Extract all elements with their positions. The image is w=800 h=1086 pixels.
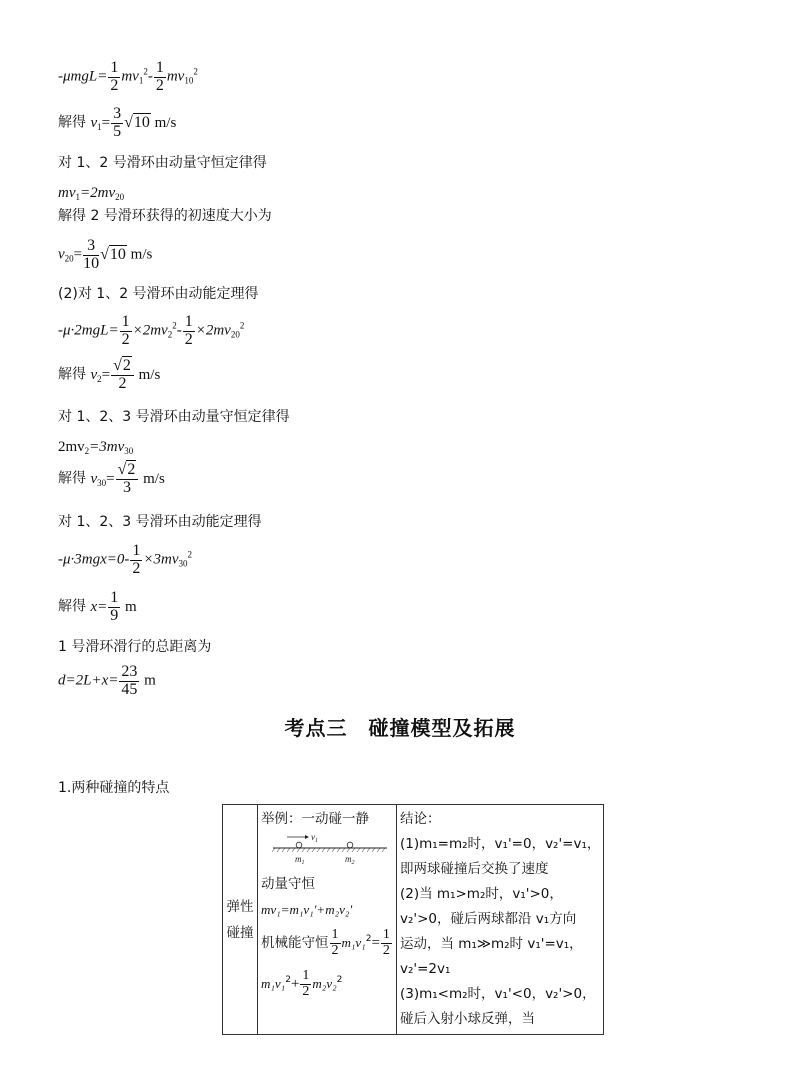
conclusion-line: 即两球碰撞后交换了速度 [400,861,549,877]
text-part2-energy: (2)对 1、2 号滑环由动能定理得 [58,286,259,302]
row-label: 弹性 碰撞 [223,805,258,1035]
conclusion-cell [397,805,604,1035]
ball-m1 [296,842,302,848]
conclusion-line: v₂'>0，碰后两球都沿 v₁方向 [400,911,577,927]
equation-momentum-123: $2mv_2=3mv_{30}$ [58,439,134,456]
conclusion-line: (3)m₁<m₂时，v₁'<0，v₂'>0， [400,986,596,1002]
solution-v20: $v_{20}=$ $\frac{3}{10}$ √10 m/s [58,237,153,272]
solution-x: 解得 x= $\frac{1}{9}$ m [58,589,137,624]
solution-v2: 解得 $v_2=$ $\frac{√2}{2}$ m/s [58,357,161,392]
section-title: 考点三 碰撞模型及拓展 [284,716,516,740]
collision-figure [261,832,391,868]
equation-energy-1: -μmgL= $\frac{1}{2}$ $mv_1^2-$ $\frac{1}{2}$ $mv_{10}^2$ [58,59,198,94]
velocity-label: $v_1$ [311,832,318,844]
text-momentum-12: 对 1、2 号滑环由动量守恒定律得 [58,155,267,171]
subsection-heading: 1.两种碰撞的特点 [58,780,170,796]
conclusion-line: 运动，当 m₁≫m₂时 v₁'=v₁， [400,936,583,952]
conclusion-line: 结论： [400,811,441,827]
equation-energy-3: -μ·3mgx=0- $\frac{1}{2}$ $\times 3mv_{30}^2$ [58,542,193,577]
example-title: 举例：一动碰一静 [261,811,369,827]
equation-energy-2: -μ·2mgL= $\frac{1}{2}$ $\times 2mv_2^2-$ $\frac{1}{2}$ $\times 2mv_{20}^2$ [58,313,245,348]
equation-momentum-12: $mv_1=2mv_{20}$ [58,185,125,202]
solution-d: d=2L+x= $\frac{23}{45}$ m [58,663,156,698]
solution-v30: 解得 $v_{30}=$ $\frac{√2}{3}$ m/s [58,461,165,496]
energy-equation-cont: m₁v₁$^2$+ $\frac{1}{2}$ m₂v₂$^2$ [261,967,343,999]
text-energy-123: 对 1、2、3 号滑环由动能定理得 [58,514,262,530]
energy-equation: 机械能守恒 $\frac{1}{2}$ m₁v₁$^2$= $\frac{1}{2}$ [261,926,390,958]
collision-table [222,804,604,1035]
conclusion-line: 碰后入射小球反弹，当 [400,1011,535,1027]
example-cell [258,805,397,1035]
mass-label-m2: $m_2$ [345,854,355,866]
mass-label-m1: $m_1$ [295,854,305,866]
momentum-equation: mv₁=m₁v₁'+m₂v₂' [261,902,353,917]
ball-m2 [347,842,353,848]
text-ring2-speed: 解得 2 号滑环获得的初速度大小为 [58,208,272,224]
text-momentum-123: 对 1、2、3 号滑环由动量守恒定律得 [58,409,290,425]
text-total-distance: 1 号滑环滑行的总距离为 [58,639,212,655]
conclusion-line: (2)当 m₁>m₂时，v₁'>0， [400,886,563,902]
conclusion-line: v₂'=2v₁ [400,961,451,977]
momentum-title: 动量守恒 [261,876,315,892]
solution-v1: 解得 $v_1=$ $\frac{3}{5}$ √10 m/s [58,105,177,140]
conclusion-line: (1)m₁=m₂时，v₁'=0，v₂'=v₁， [400,836,601,852]
